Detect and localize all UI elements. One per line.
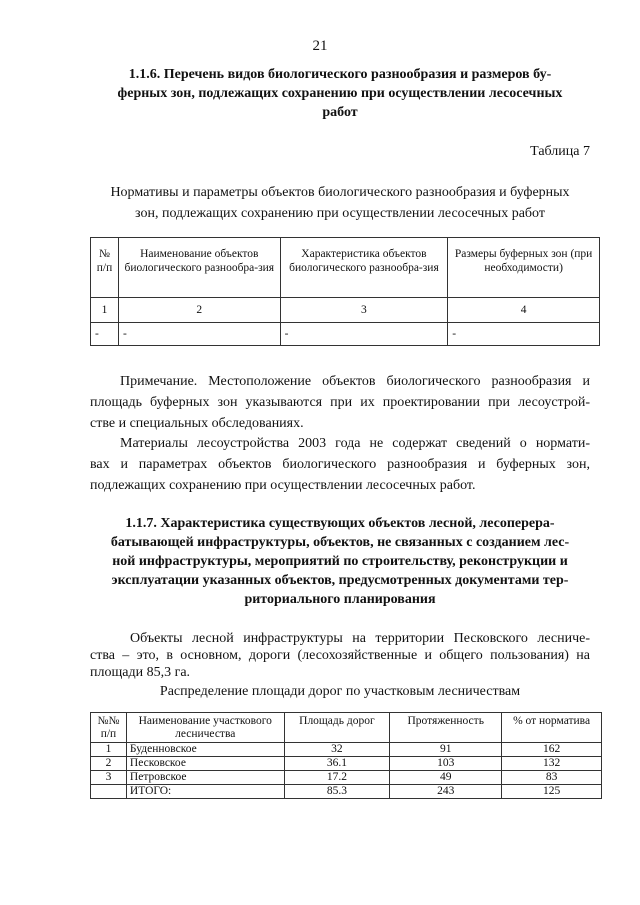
table-cell: 32: [284, 743, 390, 757]
header-cell: Площадь дорог: [284, 713, 390, 743]
biodiversity-table: [90, 237, 600, 346]
table-cell: 2: [118, 298, 280, 323]
note-paragraph: [90, 371, 590, 434]
table-header-row: [91, 238, 600, 298]
header-cell: Наименование участкового лесничества: [126, 713, 284, 743]
header-cell: Наименование объектов биологического разнообра-зия: [118, 238, 280, 298]
header-cell: Характеристика объектов биологического разнообра-зия: [280, 238, 448, 298]
text-line: площадь буферных зон указываются при их проектировании при лесоустрой-: [90, 395, 590, 410]
table-cell: 91: [390, 743, 502, 757]
table-row-total: [91, 785, 602, 799]
table-cell: 162: [502, 743, 602, 757]
caption-line: Нормативы и параметры объектов биологического разнообразия и буферных: [110, 185, 570, 200]
table-row: [91, 323, 600, 346]
table-cell: 1: [91, 743, 127, 757]
heading-line: работ: [322, 105, 358, 120]
header-cell: % от норматива: [502, 713, 602, 743]
text-line: Примечание. Местоположение объектов биологического разнообразия и: [120, 374, 590, 389]
text-line: вах и параметрах объектов биологического разнообразия и буферных зон,: [90, 457, 590, 472]
text-line: стве и специальных обследованиях.: [90, 416, 304, 431]
table-cell: 36.1: [284, 757, 390, 771]
table-caption: [90, 182, 590, 224]
heading-line: риториального планирования: [244, 592, 436, 607]
heading-line: батывающей инфраструктуры, объектов, не связанных с созданием лес-: [110, 535, 570, 550]
table-cell: 4: [448, 298, 600, 323]
text-line: ства – это, в основном, дороги (лесохозяйственные и общего пользования) на: [90, 648, 590, 663]
table-cell: 103: [390, 757, 502, 771]
table-header-row: [91, 713, 602, 743]
table-row: [91, 757, 602, 771]
page-number: 21: [312, 38, 328, 54]
header-cell: № п/п: [91, 238, 119, 298]
table-cell: Песковское: [126, 757, 284, 771]
table-cell: -: [280, 323, 448, 346]
table-cell: -: [91, 323, 119, 346]
table-cell: 17.2: [284, 771, 390, 785]
table-number-row: [91, 298, 600, 323]
section-heading-biodiversity: [90, 65, 590, 122]
heading-line: 1.1.7. Характеристика существующих объектов лесной, лесоперера-: [125, 516, 555, 531]
table-cell: 3: [91, 771, 127, 785]
heading-line: эксплуатации указанных объектов, предусмотренных документами тер-: [111, 573, 569, 588]
table-cell: 3: [280, 298, 448, 323]
section-heading-infrastructure: [90, 514, 590, 609]
table-label: Таблица 7: [530, 144, 590, 159]
heading-line: ферных зон, подлежащих сохранению при осуществлении лесосечных: [117, 86, 563, 101]
table-cell: 49: [390, 771, 502, 785]
table-cell: Петровское: [126, 771, 284, 785]
caption-line: зон, подлежащих сохранению при осуществлении лесосечных работ: [135, 206, 545, 221]
table-cell: -: [448, 323, 600, 346]
text-line: Материалы лесоустройства 2003 года не содержат сведений о нормати-: [120, 436, 590, 451]
heading-line: 1.1.6. Перечень видов биологического разнообразия и размеров бу-: [128, 67, 552, 82]
infrastructure-paragraph: [90, 630, 590, 681]
materials-paragraph: [90, 433, 590, 496]
roads-table-title: Распределение площади дорог по участковым лесничествам: [159, 684, 521, 699]
text-line: площади 85,3 га.: [90, 665, 191, 680]
table-row: [91, 771, 602, 785]
header-cell: №№ п/п: [91, 713, 127, 743]
table-cell: 85.3: [284, 785, 390, 799]
table-cell: 2: [91, 757, 127, 771]
text-line: подлежащих сохранению при осуществлении лесосечных работ.: [90, 478, 476, 493]
roads-table: [90, 712, 602, 799]
table-cell: 243: [390, 785, 502, 799]
table-cell: 83: [502, 771, 602, 785]
table-row: [91, 743, 602, 757]
heading-line: ной инфраструктуры, мероприятий по строительству, реконструкции и: [112, 554, 568, 569]
table-cell: Буденновское: [126, 743, 284, 757]
table-cell: [91, 785, 127, 799]
table-cell: -: [118, 323, 280, 346]
table-cell: 1: [91, 298, 119, 323]
table-cell: 125: [502, 785, 602, 799]
text-line: Объекты лесной инфраструктуры на территории Песковского лесниче-: [130, 631, 590, 646]
header-cell: Размеры буферных зон (при необходимости): [448, 238, 600, 298]
header-cell: Протяженность: [390, 713, 502, 743]
table-cell: ИТОГО:: [126, 785, 284, 799]
table-cell: 132: [502, 757, 602, 771]
